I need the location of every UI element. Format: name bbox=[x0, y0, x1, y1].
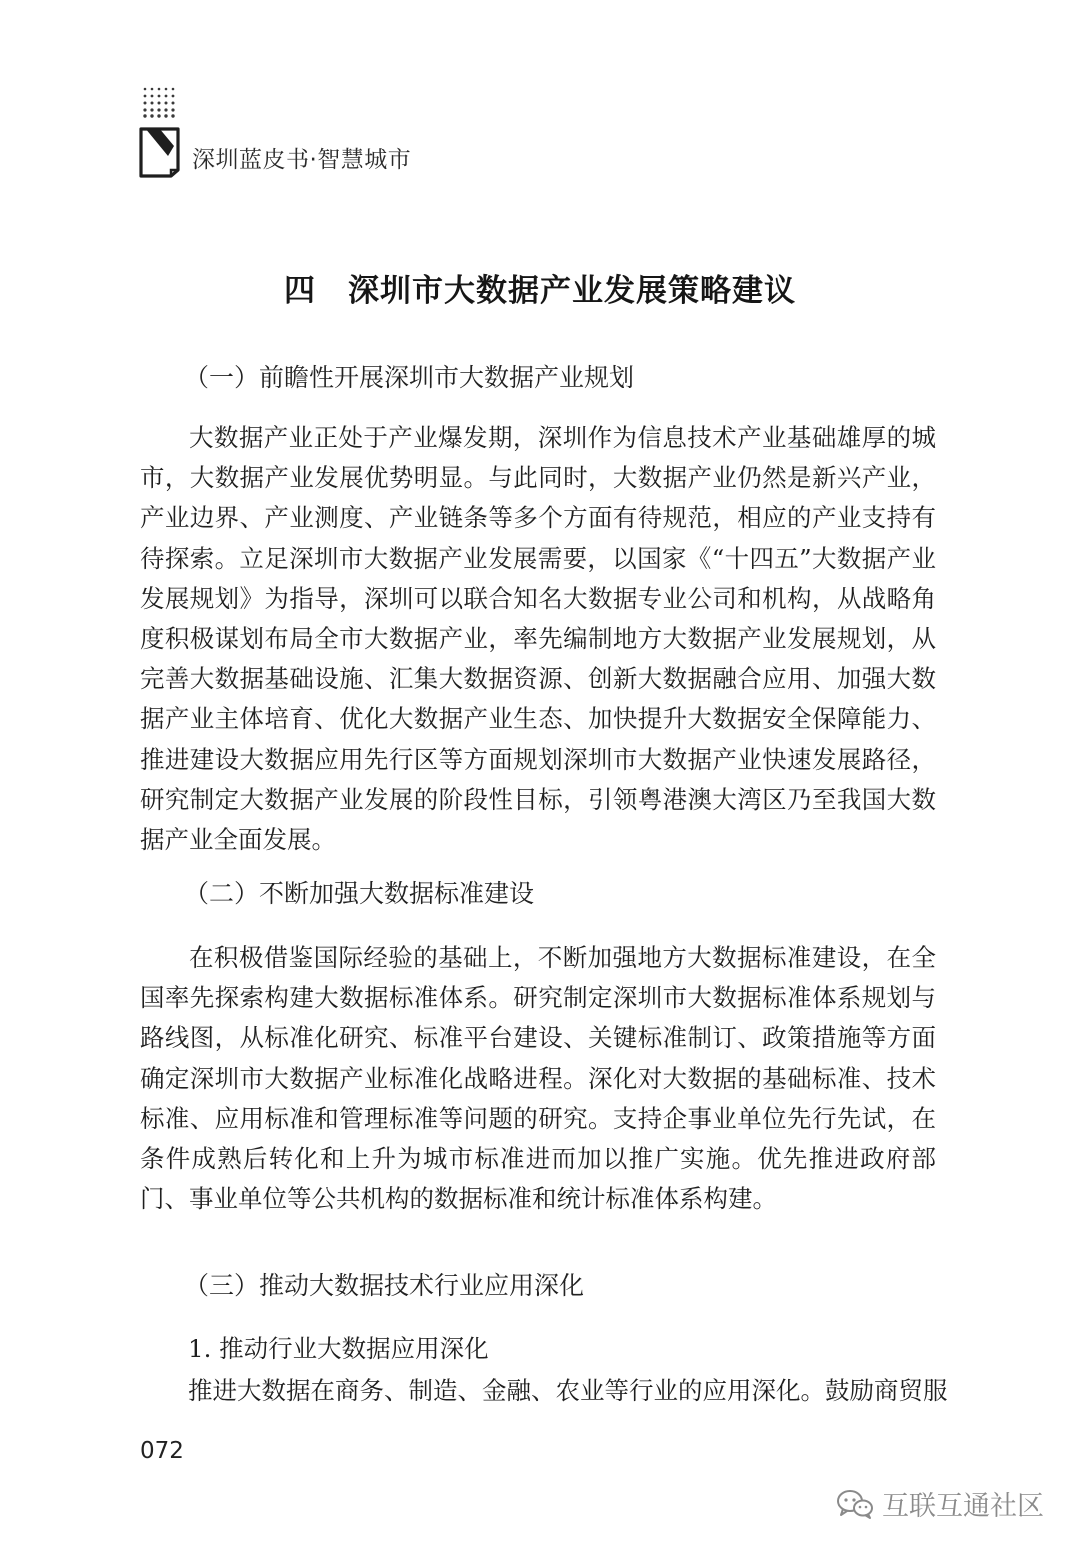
wechat-icon bbox=[836, 1488, 874, 1520]
section-2-paragraph: 在积极借鉴国际经验的基础上，不断加强地方大数据标准建设，在全国率先探索构建大数据标准体系。研究制定深圳市大数据标准体系规划与路线图，从标准化研究、标准平台建设、关键标准制订、政策措施等方面确定深圳市大数据产业标准化战略进程。深化对大数据的基础标准、技术标准、应用标准和管理标准等问题的研究。支持企事业单位先行先试，在条件成熟后转化和上升为城市标准进而加以推广实施。优先推进政府部门、事业单位等公共机构的数据标准和统计标准体系构建。 bbox=[140, 943, 936, 1214]
dot-grid-icon bbox=[142, 86, 176, 118]
section-heading-1: （一）前瞻性开展深圳市大数据产业规划 bbox=[184, 363, 635, 392]
section-3-paragraph: 推进大数据在商务、制造、金融、农业等行业的应用深化。鼓励商贸服 bbox=[188, 1376, 948, 1405]
section-1-paragraph: 大数据产业正处于产业爆发期，深圳作为信息技术产业基础雄厚的城市，大数据产业发展优势明显。与此同时，大数据产业仍然是新兴产业，产业边界、产业测度、产业链条等多个方面有待规范，相应的产业支持有待探索。立足深圳市大数据产业发展需要，以国家《“十四五”大数据产业发展规划》为指导，深圳可以联合知名大数据专业公司和机构，从战略角度积极谋划布局全市大数据产业，率先编制地方大数据产业发展规划，从完善大数据基础设施、汇集大数据资源、创新大数据融合应用、加强大数据产业主体培育、优化大数据产业生态、加快提升大数据安全保障能力、推进建设大数据应用先行区等方面规划深圳市大数据产业快速发展路径，研究制定大数据产业发展的阶段性目标，引领粤港澳大湾区乃至我国大数据产业全面发展。 bbox=[140, 423, 936, 855]
blue-book-logo-icon bbox=[138, 126, 184, 178]
section-heading-2: （二）不断加强大数据标准建设 bbox=[184, 879, 535, 908]
section-heading-3: （三）推动大数据技术行业应用深化 bbox=[184, 1271, 585, 1300]
subsection-heading: 1. 推动行业大数据应用深化 bbox=[188, 1334, 489, 1363]
chapter-title: 四 深圳市大数据产业发展策略建议 bbox=[284, 273, 796, 309]
running-title: 深圳蓝皮书·智慧城市 bbox=[192, 147, 412, 173]
page-number: 072 bbox=[140, 1438, 184, 1464]
watermark-text: 互联互通社区 bbox=[882, 1491, 1044, 1522]
running-header bbox=[138, 86, 458, 182]
watermark bbox=[836, 1484, 1044, 1523]
